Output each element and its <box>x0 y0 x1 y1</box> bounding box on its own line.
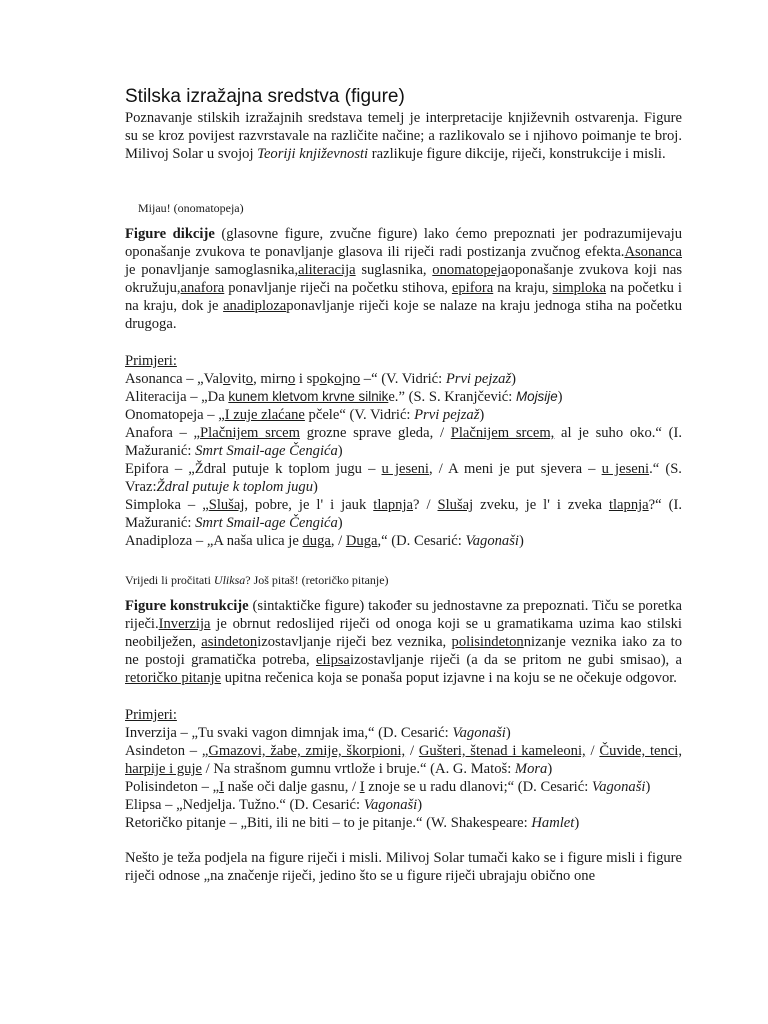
text-fragment: o <box>245 371 254 387</box>
examples-label: Primjeri: <box>125 707 177 723</box>
text-fragment: (sintaktičke figure) također su jednostavne za prepoznati. Tiču se poretka riječi. <box>125 598 682 632</box>
intro-paragraph <box>125 109 682 163</box>
work-title: Vagonaši <box>452 725 506 741</box>
term-simploka: simploka <box>552 280 607 296</box>
text-fragment: Asindeton – „ <box>125 743 209 759</box>
text-fragment: (glasovne figure, zvučne figure) lako ćemo prepoznati jer podrazumijevaju oponašanje zvukova te ponavljanje glasova ili riječi radi postizanja zvučnog efekta. <box>125 226 682 260</box>
text-fragment: ) <box>574 815 580 831</box>
text-fragment: upitna rečenica koja se ponaša poput izjavne i na koju se ne očekuje odgovor. <box>221 670 677 686</box>
text-fragment: znoje se u radu dlanovi;“ (D. Cesarić: <box>364 779 592 795</box>
section-heading-onomatopeja: Mijau! (onomatopeja) <box>138 201 244 215</box>
text-fragment: I zuje zlaćane <box>224 407 305 423</box>
text-fragment: je obrnut redoslijed riječi od onoga koji se u gramatikama uzima kao stilski neobilježen, <box>125 616 682 650</box>
figure-konstrukcije-paragraph <box>125 597 682 687</box>
example-aliteracija <box>125 388 682 406</box>
text-fragment: o <box>352 371 361 387</box>
text-fragment: ?“ (I. Mažuranić: <box>125 497 682 531</box>
text-fragment: ) <box>511 371 516 387</box>
text-fragment: Plačnijem srcem <box>200 425 300 441</box>
example-epifora <box>125 460 682 496</box>
text-fragment: Elipsa – „Nedjelja. Tužno.“ (D. Cesarić: <box>125 797 364 813</box>
document-body <box>125 86 682 885</box>
page-title: Stilska izražajna sredstva (figure) <box>125 86 405 107</box>
work-title: Vagonaši <box>363 797 418 813</box>
term-anadiploza: anadiploza <box>223 298 287 314</box>
text-fragment: tlapnja <box>373 497 413 513</box>
text-fragment: e.” (S. S. Kranjčević: <box>388 389 516 405</box>
text-fragment: Gmazovi, žabe, zmije, škorpioni, <box>208 743 406 759</box>
term-epifora: epifora <box>451 280 494 296</box>
text-fragment: , mirn <box>253 371 288 387</box>
term-onomatopeja: onomatopeja <box>432 262 508 278</box>
work-title: Mora <box>514 761 548 777</box>
text-fragment: izostavljanje riječi (a da se pritom ne gubi smisao), a <box>350 652 682 668</box>
text-fragment: ,“ (D. Cesarić: <box>377 533 466 549</box>
text-fragment: , / <box>330 533 346 549</box>
example-anadiploza <box>125 532 682 550</box>
text-fragment: Duga <box>345 533 378 549</box>
intro-text-end: razlikuje figure dikcije, riječi, konstrukcije i misli. <box>368 146 666 162</box>
section-heading-retoricko-pitanje <box>125 573 682 588</box>
text-fragment: Vrijedi li pročitati <box>125 573 214 587</box>
text-fragment: i sp <box>295 371 320 387</box>
text-fragment: naše oči dalje gasnu, / <box>223 779 360 795</box>
text-fragment: o <box>334 371 342 387</box>
text-fragment: u jeseni <box>381 461 429 477</box>
example-polisindeton <box>125 778 682 796</box>
examples-dikcije <box>125 352 682 550</box>
text-fragment: u jeseni <box>601 461 650 477</box>
figure-dikcije-paragraph <box>125 225 682 333</box>
text-fragment: ) <box>645 779 651 795</box>
text-fragment: , pobre, je l' i jauk <box>244 497 374 513</box>
work-title: Vagonaši <box>591 779 646 795</box>
text-fragment: Slušaj <box>437 497 474 513</box>
text-fragment: , / A meni je put sjevera – <box>428 461 602 477</box>
example-elipsa <box>125 796 682 814</box>
text-fragment: / <box>585 743 600 759</box>
text-fragment: Anadiploza – „A naša ulica je <box>125 533 303 549</box>
work-title: Vagonaši <box>465 533 519 549</box>
text-fragment: ? / <box>412 497 438 513</box>
text-fragment: ) <box>557 389 563 405</box>
text-fragment: Slušaj <box>208 497 245 513</box>
intro-text: Poznavanje stilskih izražajnih sredstava temelj je interpretacije književnih ostvarenja. Figure su se kroz povijest razvrstavale na različite načine; a razlikovalo se i njihovo poimanje te broj. Milivoj Solar u svojoj <box>125 110 682 162</box>
text-fragment: suglasnika, <box>355 262 433 278</box>
text-fragment: I <box>359 779 365 795</box>
closing-paragraph: Nešto je teža podjela na figure riječi i misli. Milivoj Solar tumači kako se i figure misli i figure riječi odnose „na značenje riječi, jedino što se u figure riječi ubrajaju obično one <box>125 850 682 884</box>
example-asonanca <box>125 370 682 388</box>
text-fragment: ) <box>337 443 343 459</box>
text-fragment: vit <box>230 371 246 387</box>
text-fragment: I <box>219 779 224 795</box>
example-onomatopeja <box>125 406 682 424</box>
text-fragment: je ponavljanje samoglasnika, <box>125 262 299 278</box>
text-fragment: zveku, je l' i zveka <box>473 497 609 513</box>
term-figure-dikcije: Figure dikcije <box>125 226 215 242</box>
text-fragment: .“ (S. Vraz: <box>125 461 682 495</box>
examples-konstrukcije <box>125 706 682 832</box>
example-retoricko-pitanje <box>125 814 682 832</box>
text-fragment: Gušteri, štenad i kameleoni, <box>418 743 586 759</box>
term-inverzija: Inverzija <box>158 616 211 632</box>
text-fragment: k <box>326 371 335 387</box>
text-fragment: Aliteracija – „Da <box>125 389 229 405</box>
text-fragment: ) <box>337 515 343 531</box>
term-retoricko-pitanje: retoričko pitanje <box>125 670 222 686</box>
text-fragment: ) <box>479 407 485 423</box>
term-asindeton: asindeton <box>201 634 258 650</box>
term-asonanca: Asonanca <box>624 244 682 260</box>
text-fragment: ? Još pitaš! (retoričko pitanje) <box>245 573 389 587</box>
intro-book-title: Teoriji književnosti <box>257 146 369 162</box>
text-fragment: ) <box>505 725 511 741</box>
example-inverzija <box>125 724 682 742</box>
text-fragment: Čuvide, tenci, harpije i guje <box>125 743 682 777</box>
text-fragment: Inverzija – „Tu svaki vagon dimnjak ima,“ (D. Cesarić: <box>125 725 453 741</box>
work-title: Uliksa <box>213 573 246 587</box>
text-fragment: Retoričko pitanje – „Biti, ili ne biti – to je pitanje.“ (W. Shakespeare: <box>125 815 532 831</box>
term-elipsa: elipsa <box>315 652 351 668</box>
text-fragment: / Na strašnom gumnu vrtlože i bruje.“ (A. G. Matoš: <box>202 761 515 777</box>
text-fragment: ) <box>417 797 423 813</box>
text-fragment: –“ (V. Vidrić: <box>360 371 446 387</box>
text-fragment: tlapnja <box>608 497 649 513</box>
text-fragment: Epifora – „Ždral putuje k toplom jugu – <box>125 461 382 477</box>
term-aliteracija: aliteracija <box>298 262 356 278</box>
text-fragment: ) <box>313 479 318 495</box>
text-fragment: kunem kletvom krvne silnik <box>228 389 389 404</box>
text-fragment: ponavljanje riječi na početku stihova, <box>224 280 452 296</box>
work-title: Prvi pejzaž <box>414 407 480 423</box>
term-figure-konstrukcije: Figure konstrukcije <box>125 598 249 614</box>
term-polisindeton: polisindeton <box>451 634 524 650</box>
text-fragment: Polisindeton – „ <box>125 779 220 795</box>
text-fragment: Asonanca – „Val <box>125 371 224 387</box>
work-title: Smrt Smail-age Čengića <box>195 515 338 531</box>
text-fragment: ponavljanje riječi koje se nalaze na kraju jednoga stiha na početku drugoga. <box>125 298 682 332</box>
work-title: Smrt Smail-age Čengića <box>195 443 338 459</box>
text-fragment: al je suho oko.“ (I. Mažuranić: <box>125 425 682 459</box>
text-fragment: na početku i na kraju, dok je <box>125 280 682 314</box>
work-title: Ždral putuje k toplom jugu <box>156 479 314 495</box>
text-fragment: Onomatopeja – „ <box>125 407 225 423</box>
text-fragment: grozne sprave gleda, / <box>299 425 451 441</box>
text-fragment: o <box>287 371 296 387</box>
work-title: Prvi pejzaž <box>445 371 512 387</box>
text-fragment: nizanje veznika iako za to ne postoji gramatička potreba, <box>125 634 683 668</box>
text-fragment: ) <box>547 761 553 777</box>
text-fragment: Anafora – „ <box>125 425 201 441</box>
text-fragment: oponašanje zvukova koji nas okružuju, <box>125 262 682 296</box>
work-title: Mojsije <box>515 389 558 404</box>
example-simploka <box>125 496 682 532</box>
text-fragment: na kraju, <box>493 280 553 296</box>
text-fragment: / <box>405 743 419 759</box>
text-fragment: pčele“ (V. Vidrić: <box>304 407 415 423</box>
text-fragment: Plačnijem srcem, <box>450 425 555 441</box>
text-fragment: Simploka – „ <box>125 497 209 513</box>
example-asindeton <box>125 742 682 778</box>
text-fragment: izostavljanje riječi bez veznika, <box>257 634 452 650</box>
text-fragment: jn <box>341 371 353 387</box>
example-anafora <box>125 424 682 460</box>
text-fragment: duga <box>302 533 331 549</box>
text-fragment: o <box>223 371 231 387</box>
examples-label: Primjeri: <box>125 353 177 369</box>
work-title: Hamlet <box>531 815 575 831</box>
term-anafora: anafora <box>180 280 225 296</box>
text-fragment: o <box>319 371 327 387</box>
text-fragment: ) <box>518 533 524 549</box>
